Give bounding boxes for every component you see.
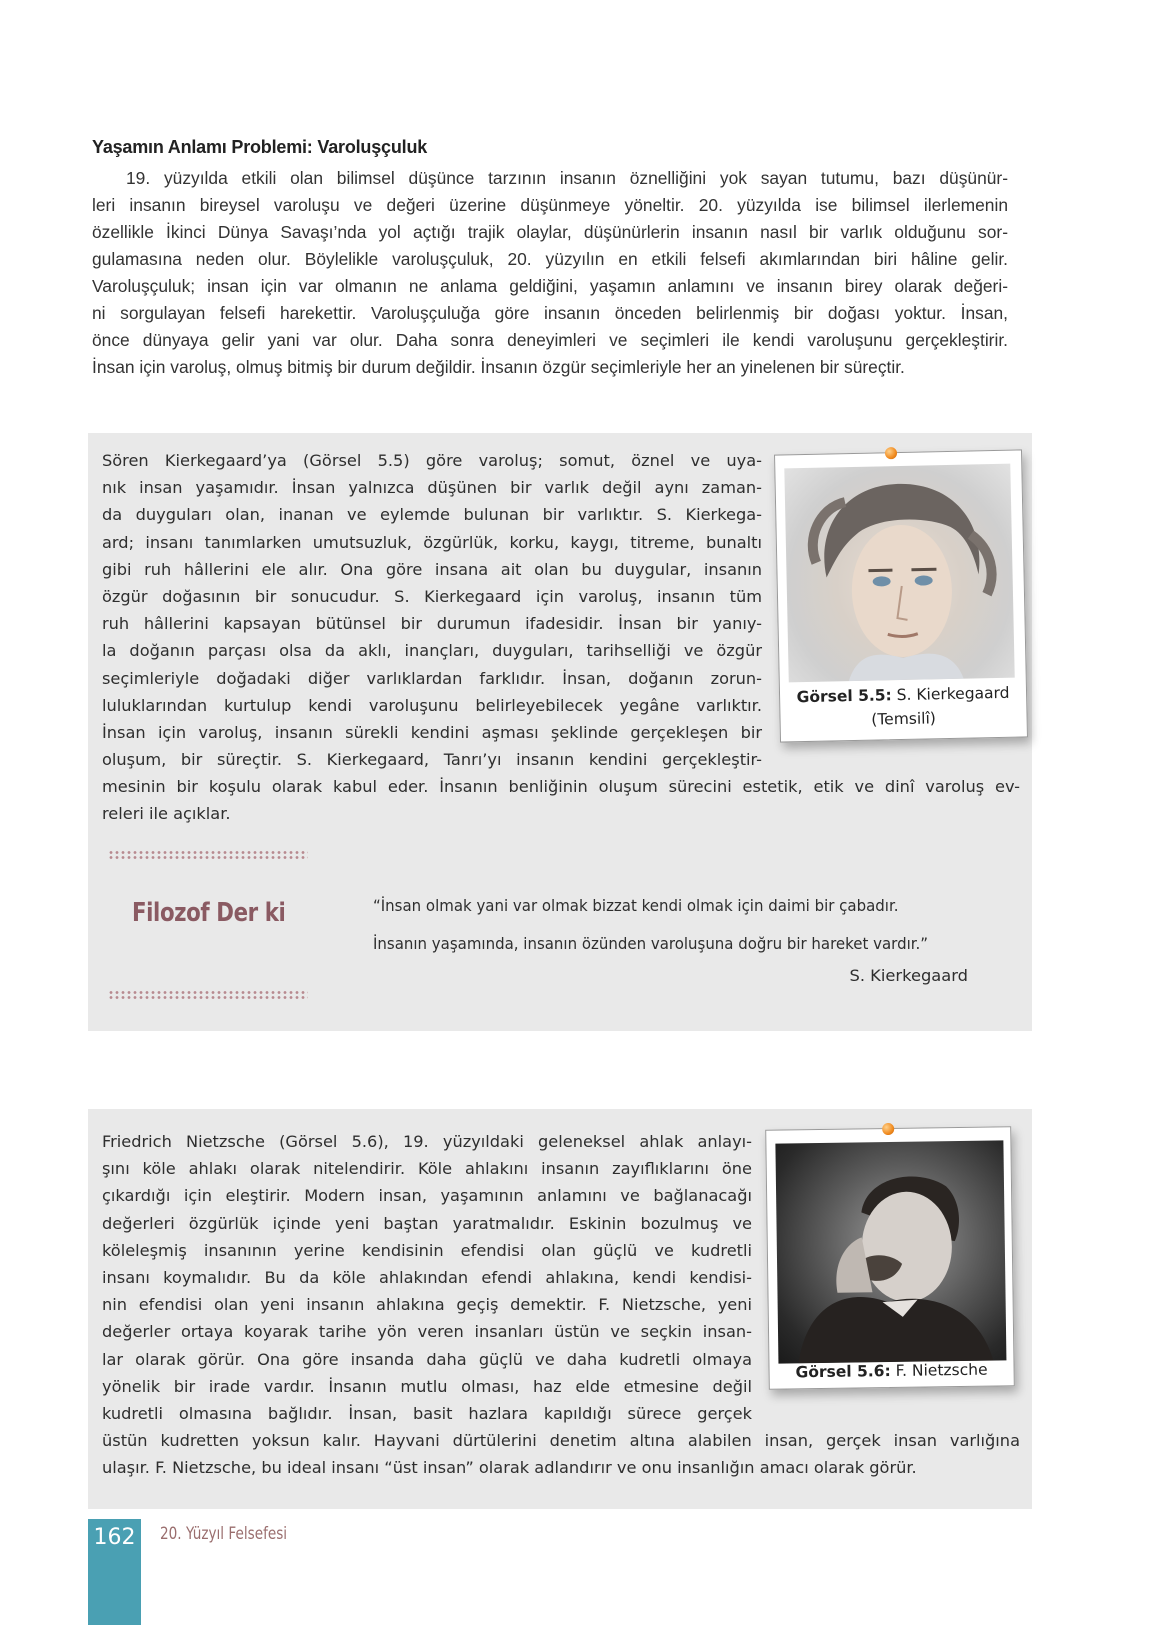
paragraph-line: kudretli olmasına bağlıdır. İnsan, basit hazlara kapıldığı sürece gerçek: [102, 1404, 752, 1424]
paragraph-line: releri ile açıklar.: [102, 804, 231, 824]
intro-line: leri insanın bireysel varoluşu ve değeri üzerine düşünmeye yöneltir. 20. yüzyılda ise bilimsel ilerlemenin: [92, 195, 1008, 215]
paragraph-line: Sören Kierkegaard’ya (Görsel 5.5) göre varoluş; somut, öznel ve uya-: [102, 451, 762, 470]
intro-line: İnsan için varoluş, olmuş bitmiş bir durum değildir. İnsanın özgür seçimleriyle her an yinelenen bir süreçtir.: [92, 357, 905, 377]
paragraph-line: köleleşmiş insanının yerine kendisinin efendisi olan güçlü ve kudretli: [102, 1240, 752, 1260]
kierkegaard-paragraph: [102, 447, 762, 773]
intro-line: 19. yüzyılda etkili olan bilimsel düşünce tarzının insanın öznelliğini yok sayan tutumu, bazı düşünür-: [126, 168, 1008, 188]
paragraph-line: insanı koymalıdır. Bu da köle ahlakından efendi ahlakına, kendi kendisi-: [102, 1268, 752, 1288]
nietzsche-paragraph-continued: [102, 1427, 1020, 1481]
paragraph-line: değerler ortaya koyarak tarihe yön veren insanları üstün ve seçkin insan-: [102, 1322, 752, 1342]
intro-line: önce dünyaya gelir yani var olur. Daha sonra deneyimleri ve seçimleri ile kendi varoluşunu gerçekleştirir.: [92, 330, 1008, 350]
paragraph-line: yönelik bir irade vardır. İnsanın mutlu olması, haz elde etmesine değil: [102, 1376, 752, 1396]
portrait-photo-icon: [775, 1140, 1006, 1363]
paragraph-line: nin efendisi olan yeni insanın ahlakına geçiş demektir. F. Nietzsche, yeni: [102, 1295, 752, 1315]
nietzsche-figure: [765, 1126, 1015, 1389]
paragraph-line: ruh hâllerini kapsayan bütünsel bir durumun ifadesidir. İnsan bir yanıy-: [102, 614, 762, 634]
intro-paragraph: [92, 165, 1008, 381]
paragraph-line: değerleri özgürlük içinde yeni baştan yaratmalıdır. Eskinin bozulmuş ve: [102, 1213, 752, 1233]
paragraph-line: gibi ruh hâllerini ele alır. Ona göre insana ait olan bu duygular, insanın: [102, 559, 762, 579]
figure-caption: [780, 680, 1027, 733]
philosopher-says-title: Filozof Der ki: [132, 898, 286, 928]
paragraph-line: üstün kudretten yoksun kalır. Hayvani dürtülerini denetim altına alabilen insan, gerçek insan varlığına: [102, 1431, 1020, 1450]
philosopher-quote: [373, 887, 928, 963]
kierkegaard-portrait: [784, 464, 1014, 683]
paragraph-line: çıkardığı için eleştirir. Modern insan, yaşamının anlamını ve bağlanacağı: [102, 1186, 752, 1206]
figure-label: Görsel 5.5:: [796, 686, 892, 707]
kierkegaard-paragraph-continued: [102, 773, 1020, 827]
kierkegaard-figure: [774, 449, 1028, 742]
paragraph-line: luluklarından kurtulup kendi varoluşunu belirleyebilecek yegâne varlıktır.: [102, 695, 762, 715]
figure-caption: [769, 1357, 1013, 1384]
intro-line: ni sorgulayan felsefi harekettir. Varoluşçuluğa göre insanın önceden belirlenmiş bir doğası yoktur. İnsan,: [92, 303, 1008, 323]
intro-line: gulamasına neden olur. Böylelikle varoluşçuluk, 20. yüzyılın en etkili felsefi akımlarından biri hâline gelir.: [92, 249, 1008, 269]
paragraph-line: la doğanın parçası olsa da aklı, inançları, duyguları, tarihselliği ve özgür: [102, 641, 762, 661]
chapter-title: 20. Yüzyıl Felsefesi: [160, 1524, 288, 1544]
paragraph-line: oluşum, bir süreçtir. S. Kierkegaard, Tanrı’yı insanın kendini gerçekleştir-: [102, 750, 762, 770]
paragraph-line: İnsan için varoluş, insanın sürekli kendini aşması şeklinde gerçekleşen bir: [102, 723, 762, 743]
section-heading: Yaşamın Anlamı Problemi: Varoluşçuluk: [92, 136, 428, 157]
intro-line: özellikle İkinci Dünya Savaşı’nda yol açtığı trajik olaylar, düşünürlerin insanın nasıl bir varlık olduğunu sor-: [92, 222, 1008, 242]
figure-name: F. Nietzsche: [895, 1360, 988, 1380]
quote-line: İnsanın yaşamında, insanın özünden varoluşuna doğru bir hareket vardır.”: [373, 934, 929, 953]
ornament-divider: [108, 990, 308, 1000]
portrait-sketch-icon: [784, 464, 1014, 683]
intro-line: Varoluşçuluk; insan için var olmanın ne anlama geldiğini, yaşamın anlamını ve insanın birey olarak değeri-: [92, 276, 1008, 296]
paragraph-line: şını köle ahlakı olarak nitelendirir. Köle ahlakını insanın zayıflıklarını öne: [102, 1159, 752, 1179]
figure-name: S. Kierkegaard: [896, 683, 1010, 705]
nietzsche-portrait: [775, 1140, 1006, 1363]
quote-line: “İnsan olmak yani var olmak bizzat kendi olmak için daimi bir çabadır.: [373, 896, 899, 915]
figure-note: (Temsilî): [871, 709, 937, 729]
paragraph-line: lar olarak görür. Ona göre insanda daha güçlü ve daha kudretli olmaya: [102, 1349, 752, 1369]
paragraph-line: da duyguları olan, inanan ve eylemde bulunan bir varlıktır. S. Kierkega-: [102, 505, 762, 525]
paragraph-line: ard; insanı tanımlarken umutsuzluk, özgürlük, korku, kaygı, titreme, bunaltı: [102, 532, 762, 552]
paragraph-line: ulaşır. F. Nietzsche, bu ideal insanı “üst insan” olarak adlandırır ve onu insanlığın amacı olarak görür.: [102, 1458, 917, 1478]
nietzsche-paragraph: [102, 1128, 752, 1427]
pin-icon: [885, 447, 897, 459]
paragraph-line: Friedrich Nietzsche (Görsel 5.6), 19. yüzyıldaki geleneksel ahlak anlayı-: [102, 1132, 752, 1151]
paragraph-line: seçimleriyle doğadaki diğer varlıklardan farklıdır. İnsan, doğanın zorun-: [102, 668, 762, 688]
quote-author: S. Kierkegaard: [849, 966, 968, 985]
pin-icon: [882, 1123, 894, 1135]
ornament-divider: [108, 850, 308, 860]
paragraph-line: özgür doğasının bir sonucudur. S. Kierkegaard için varoluş, insanın tüm: [102, 587, 762, 607]
paragraph-line: nık insan yaşamıdır. İnsan yalnızca düşünen bir varlık değil aynı zaman-: [102, 478, 762, 498]
figure-label: Görsel 5.6:: [795, 1362, 891, 1382]
page-number: 162: [88, 1519, 141, 1625]
paragraph-line: mesinin bir koşulu olarak kabul eder. İnsanın benliğinin oluşum sürecini estetik, etik ve dinî varoluş ev-: [102, 777, 1020, 796]
